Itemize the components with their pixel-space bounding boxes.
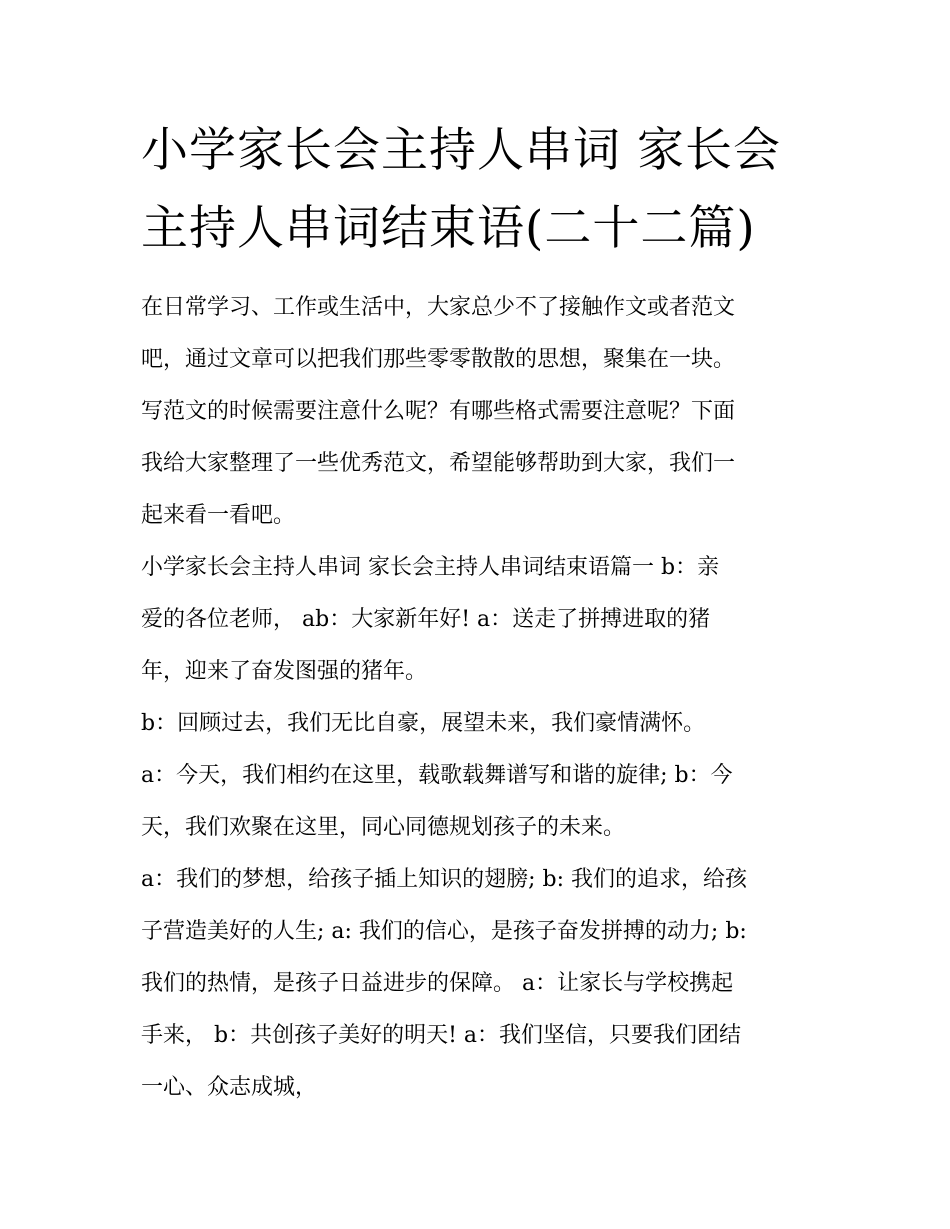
text-line: 爱的各位老师， ab：大家新年好! a：送走了拼搏进取的猪 — [141, 607, 711, 632]
text-line: 在日常学习、工作或生活中，大家总少不了接触作文或者范文 — [141, 295, 736, 320]
text-line: b：回顾过去，我们无比自豪，展望未来，我们豪情满怀。 — [141, 711, 706, 736]
paragraph-review — [141, 698, 821, 750]
paragraph-section-one — [141, 542, 821, 698]
text-line: 手来， b：共创孩子美好的明天! a：我们坚信，只要我们团结 — [141, 1023, 742, 1048]
text-line: 天，我们欢聚在这里，同心同德规划孩子的未来。 — [141, 815, 626, 840]
document-body — [141, 282, 821, 1114]
paragraph-today — [141, 750, 821, 854]
document-content — [141, 112, 821, 1114]
text-line: 小学家长会主持人串词 家长会主持人串词结束语篇一 b：亲 — [141, 555, 720, 580]
text-line: 写范文的时候需要注意什么呢？有哪些格式需要注意呢？下面 — [141, 399, 736, 424]
text-line: a：今天，我们相约在这里，载歌载舞谱写和谐的旋律; b：今 — [141, 763, 733, 788]
title-line: 主持人串词结束语(二十二篇) — [141, 201, 756, 256]
title-line: 小学家长会主持人串词 家长会 — [141, 123, 781, 178]
text-line: a：我们的梦想，给孩子插上知识的翅膀; b: 我们的追求，给孩 — [141, 867, 748, 892]
text-line: 吧，通过文章可以把我们那些零零散散的思想，聚集在一块。 — [141, 347, 736, 372]
text-line: 我们的热情，是孩子日益进步的保障。 a：让家长与学校携起 — [141, 971, 734, 996]
paragraph-dreams — [141, 854, 821, 1114]
document-title — [141, 112, 821, 268]
text-line: 子营造美好的人生; a: 我们的信心，是孩子奋发拼搏的动力; b: — [141, 919, 747, 944]
text-line: 一心、众志成城， — [141, 1075, 318, 1100]
text-line: 我给大家整理了一些优秀范文，希望能够帮助到大家，我们一 — [141, 451, 736, 476]
text-line: 起来看一看吧。 — [141, 503, 296, 528]
text-line: 年，迎来了奋发图强的猪年。 — [141, 659, 428, 684]
paragraph-intro — [141, 282, 821, 542]
